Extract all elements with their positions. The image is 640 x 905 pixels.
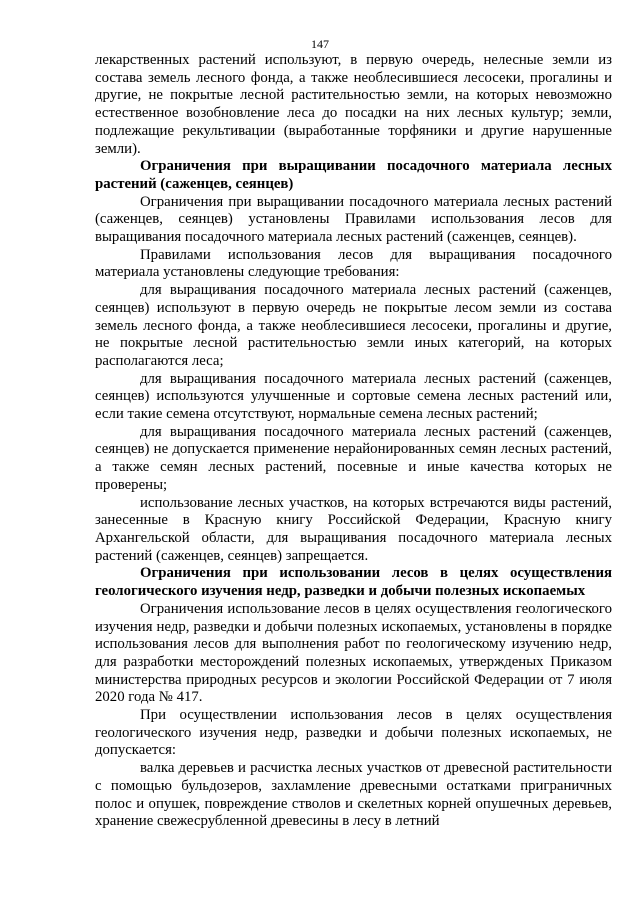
list-item-paragraph: для выращивания посадочного материала лесных растений (саженцев, сеянцев) используют в первую очередь не покрытые лесом земли из состава земель лесного фонда, а также необлесившиеся лесосеки, прогалины и другие, не покрытые лесной растительностью земли иных категорий, на которых располагаются леса; [95, 282, 612, 369]
paragraph: Ограничения использование лесов в целях осуществления геологического изучения недр, разведки и добычи полезных ископаемых, установлены в порядке использования лесов для выполнения работ по геологическому изучению недр, для разработки месторождений полезных ископаемых, утвержденых Приказом министерства природных ресурсов и экологии Российской Федерации от 7 июля 2020 года № 417. [95, 600, 612, 706]
paragraph-continuation: лекарственных растений используют, в первую очередь, нелесные земли из состава земель лесного фонда, а также необлесившиеся лесосеки, прогалины и другие, не покрытые лесной растительностью земли, на которых невозможно естественное возобновление леса до посадки на них лесных культур; земли, подлежащие рекультивации (выработанные торфяники и другие нарушенные земли). [95, 52, 612, 157]
list-item-paragraph: валка деревьев и расчистка лесных участков от древесной растительности с помощью бульдозеров, захламление древесными остатками приграничных полос и опушек, повреждение стволов и скелетных корней опушечных деревьев, хранение свежесрубленной древесины в лесу в летний [95, 760, 612, 830]
paragraph: Ограничения при выращивании посадочного материала лесных растений (саженцев, сеянцев) установлены Правилами использования лесов для выращивания посадочного материала лесных растений (саженцев, сеянцев). [95, 193, 612, 246]
list-item-paragraph: использование лесных участков, на которых встречаются виды растений, занесенные в Красную книгу Российской Федерации, Красную книгу Архангельской области, для выращивания посадочного материала лесных растений (саженцев, сеянцев) запрещается. [95, 494, 612, 564]
paragraph: Правилами использования лесов для выращивания посадочного материала установлены следующие требования: [95, 246, 612, 281]
page-number: 147 [311, 37, 329, 51]
list-item-paragraph: для выращивания посадочного материала лесных растений (саженцев, сеянцев) не допускается применение нерайонированных семян лесных растений, а также семян лесных растений, посевные и иные качества которых не проверены; [95, 423, 612, 493]
paragraph: При осуществлении использования лесов в целях осуществления геологического изучения недр, разведки и добычи полезных ископаемых, не допускается: [95, 707, 612, 759]
page-content [95, 52, 612, 831]
section-heading-geological-survey: Ограничения при использовании лесов в целях осуществления геологического изучения недр, разведки и добычи полезных ископаемых [95, 565, 612, 600]
section-heading-planting-material: Ограничения при выращивании посадочного материала лесных растений (саженцев, сеянцев) [95, 158, 612, 192]
list-item-paragraph: для выращивания посадочного материала лесных растений (саженцев, сеянцев) используются улучшенные и сортовые семена лесных растений или, если такие семена отсутствуют, нормальные семена лесных растений; [95, 370, 612, 423]
